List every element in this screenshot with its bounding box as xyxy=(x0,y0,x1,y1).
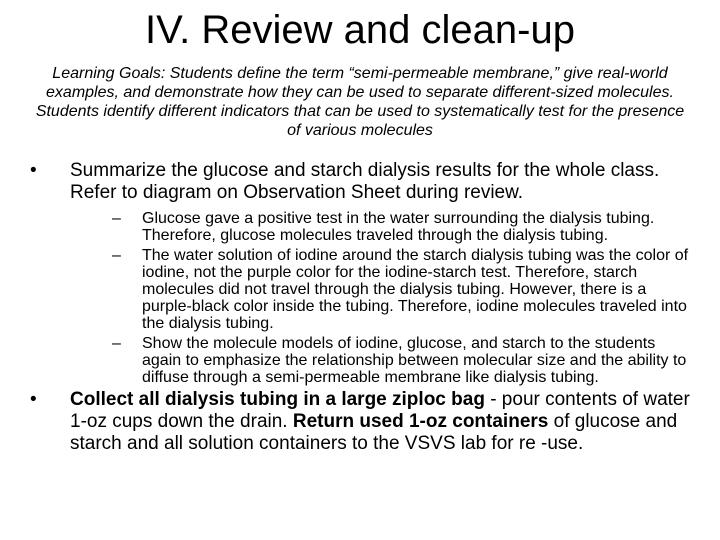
slide-title: IV. Review and clean-up xyxy=(145,8,575,52)
sub-item-text: The water solution of iodine around the starch dialysis tubing was the color of iodine, not the purple color for the iodine-starch test. Therefore, starch molecules did not travel through the dialysis tubing. However, there is a purple-black color inside the tubing. Therefore, iodine molecules traveled into the dialysis tubing. xyxy=(142,247,689,332)
bullet-glyph: • xyxy=(30,389,37,410)
bullet-glyph: • xyxy=(30,160,37,181)
sub-item-text: Glucose gave a positive test in the water surrounding the dialysis tubing. Therefore, glucose molecules traveled through the dialysis tubing. xyxy=(142,210,655,244)
sub-item-models xyxy=(70,335,690,386)
bullet-item-collect xyxy=(30,389,690,455)
dash-glyph: – xyxy=(112,335,121,352)
bold-collect-text: Collect all dialysis tubing in a large ziploc bag xyxy=(70,389,485,410)
bullet-item-summarize xyxy=(30,160,690,386)
bullet-text: Summarize the glucose and starch dialysis results for the whole class. Refer to diagram on Observation Sheet during review. xyxy=(70,160,660,203)
return-rest-text: of glucose and starch and all solution containers to the VSVS lab for re -use. xyxy=(70,411,678,454)
dash-glyph: – xyxy=(112,247,121,264)
sub-item-glucose xyxy=(70,210,690,244)
sub-bullet-list xyxy=(70,210,690,386)
bold-return-text: Return used 1-oz containers xyxy=(292,411,549,432)
learning-goals: Learning Goals: Students define the term “semi-permeable membrane,” give real-world examples, and demonstrate how they can be used to separate different-sized molecules. Students identify different indicators that can be used to systematically test for the presence of various molecules xyxy=(35,65,685,139)
dash-glyph: – xyxy=(112,210,121,227)
pour-text: - pour contents of water 1-oz cups down the drain. xyxy=(70,389,690,432)
sub-item-text: Show the molecule models of iodine, glucose, and starch to the students again to emphasize the relationship between molecular size and the ability to diffuse through a semi-permeable membrane like dialysis tubing. xyxy=(142,335,687,386)
sub-item-iodine xyxy=(70,247,690,332)
bullet-list xyxy=(30,160,690,455)
